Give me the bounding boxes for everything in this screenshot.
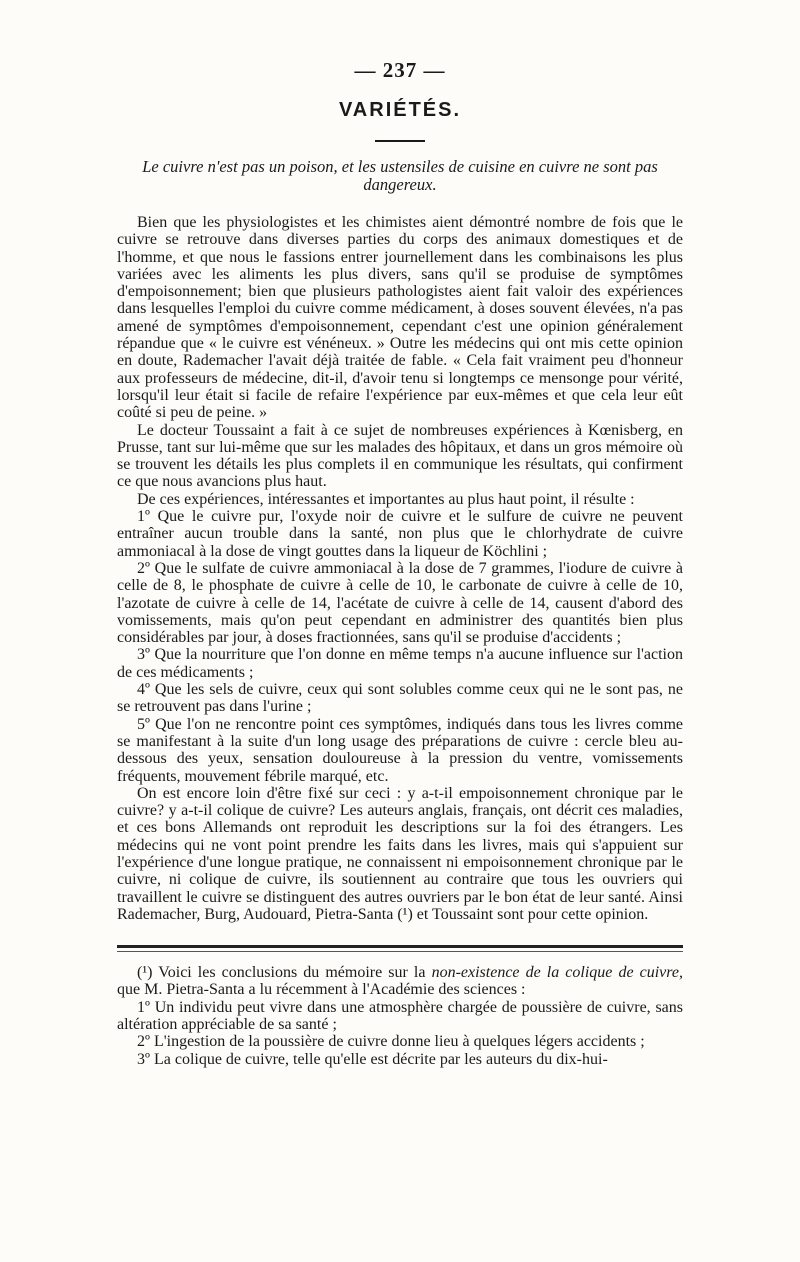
title-divider — [375, 140, 425, 142]
footnote-intro-rest: que M. Pietra-Santa a lu récemment à l'Académie des sciences : — [117, 981, 526, 999]
article-body — [117, 214, 683, 923]
paragraph: 2º Que le sulfate de cuivre ammoniacal à la dose de 7 grammes, l'iodure de cuivre à celle de 8, le phosphate de cuivre à celle de 10, le carbonate de cuivre à celle de 10, l'azotate de cuivre à celle de 14, l'acétate de cuivre à celle de 14, causent d'abord des vomissements, mais qu'on peut cependant en administrer des quantités bien plus considérables par jour, à doses fractionnées, sans qu'il se produise d'accidents ; — [117, 559, 683, 647]
footnote-item: 3º La colique de cuivre, telle qu'elle est décrite par les auteurs du dix-hui- — [137, 1050, 608, 1068]
section-title: VARIÉTÉS. — [338, 99, 462, 121]
footnote — [117, 964, 683, 1068]
paragraph: 5º Que l'on ne rencontre point ces symptômes, indiqués dans tous les livres comme se manifestant à la suite d'un long usage des préparations de cuivre : cercle bleu au-dessous des yeux, sensation douloureuse à la pression du ventre, vomissements fréquents, mouvement fébrile marqué, etc. — [117, 715, 683, 785]
footnote-separator — [117, 945, 683, 948]
paragraph: 1º Que le cuivre pur, l'oxyde noir de cuivre et le sulfure de cuivre ne peuvent entraîner aucun trouble dans la santé, non plus que le chlorhydrate de cuivre ammoniacal à la dose de vingt gouttes dans la liqueur de Köchlini ; — [117, 508, 683, 560]
paragraph: 3º Que la nourriture que l'on donne en même temps n'a aucune influence sur l'action de ces médicaments ; — [117, 646, 683, 681]
article-title: Le cuivre n'est pas un poison, et les ustensiles de cuisine en cuivre ne sont pas dangereux. — [142, 157, 658, 194]
footnote-intro-italic: non-existence de la colique de cuivre, — [431, 964, 684, 982]
paragraph: De ces expériences, intéressantes et importantes au plus haut point, il résulte : — [137, 490, 635, 508]
footnote-item: 1º Un individu peut vivre dans une atmosphère chargée de poussière de cuivre, sans altération appréciable de sa santé ; — [117, 998, 683, 1034]
footnote-item: 2º L'ingestion de la poussière de cuivre donne lieu à quelques légers accidents ; — [137, 1033, 645, 1051]
paragraph: Bien que les physiologistes et les chimistes aient démontré nombre de fois que le cuivre se retrouve dans diverses parties du corps des animaux domestiques et de l'homme, et que nous le fassions entrer journellement dans les combinaisons les plus variées avec les aliments les plus divers, sans qu'il se produise de symptômes d'empoisonnement; bien que plusieurs pathologistes aient fait valoir des expériences dans lesquelles l'emploi du cuivre comme médicament, à doses souvent élevées, n'a pas amené de symptômes d'empoisonnement, cependant c'est une opinion généralement répandue que « le cuivre est vénéneux. » Outre les médecins qui ont mis cette opinion en doute, Rademacher l'avait déjà traitée de fable. « Cela fait vraiment peu d'honneur aux professeurs de médecine, dit-il, d'avoir tenu si longtemps ce mensonge pour vérité, lorsqu'il leur était si facile de refaire l'expérience par eux-mêmes et que cela leur eût coûté si peu de peine. » — [117, 214, 683, 422]
paragraph: 4º Que les sels de cuivre, ceux qui sont solubles comme ceux qui ne le sont pas, ne se retrouvent pas dans l'urine ; — [117, 681, 683, 716]
footnote-marker: (¹) — [137, 964, 153, 982]
paragraph: On est encore loin d'être fixé sur ceci : y a-t-il empoisonnement chronique par le cuivre? y a-t-il colique de cuivre? Les auteurs anglais, français, ont décrit ces maladies, et ces bons Allemands ont reproduit les descriptions sur la foi des étrangers. Les médecins qui ne vont point prendre les faits dans les livres, mais qui s'appuient sur l'expérience d'une longue pratique, ne connaissent ni empoisonnement chronique par le cuivre, ni colique de cuivre, ils soutiennent au contraire que tous les ouvriers qui travaillent le cuivre se distinguent des autres ouvriers par le bon état de leur santé. Ainsi Rademacher, Burg, Audouard, Pietra-Santa (¹) et Toussaint sont pour cette opinion. — [117, 784, 683, 923]
footnote-intro-text: Voici les conclusions du mémoire sur la — [158, 964, 426, 982]
document-page — [117, 58, 683, 1068]
paragraph: Le docteur Toussaint a fait à ce sujet de nombreuses expériences à Kœnisberg, en Prusse, tant sur lui-même que sur les malades des hôpitaux, et dans un gros mémoire où se trouvent les détails les plus complets il en communique les résultats, qui confirment ce que nous avancions plus haut. — [117, 421, 683, 491]
page-number: — 237 — — [354, 58, 446, 82]
footnote-intro — [117, 964, 683, 999]
